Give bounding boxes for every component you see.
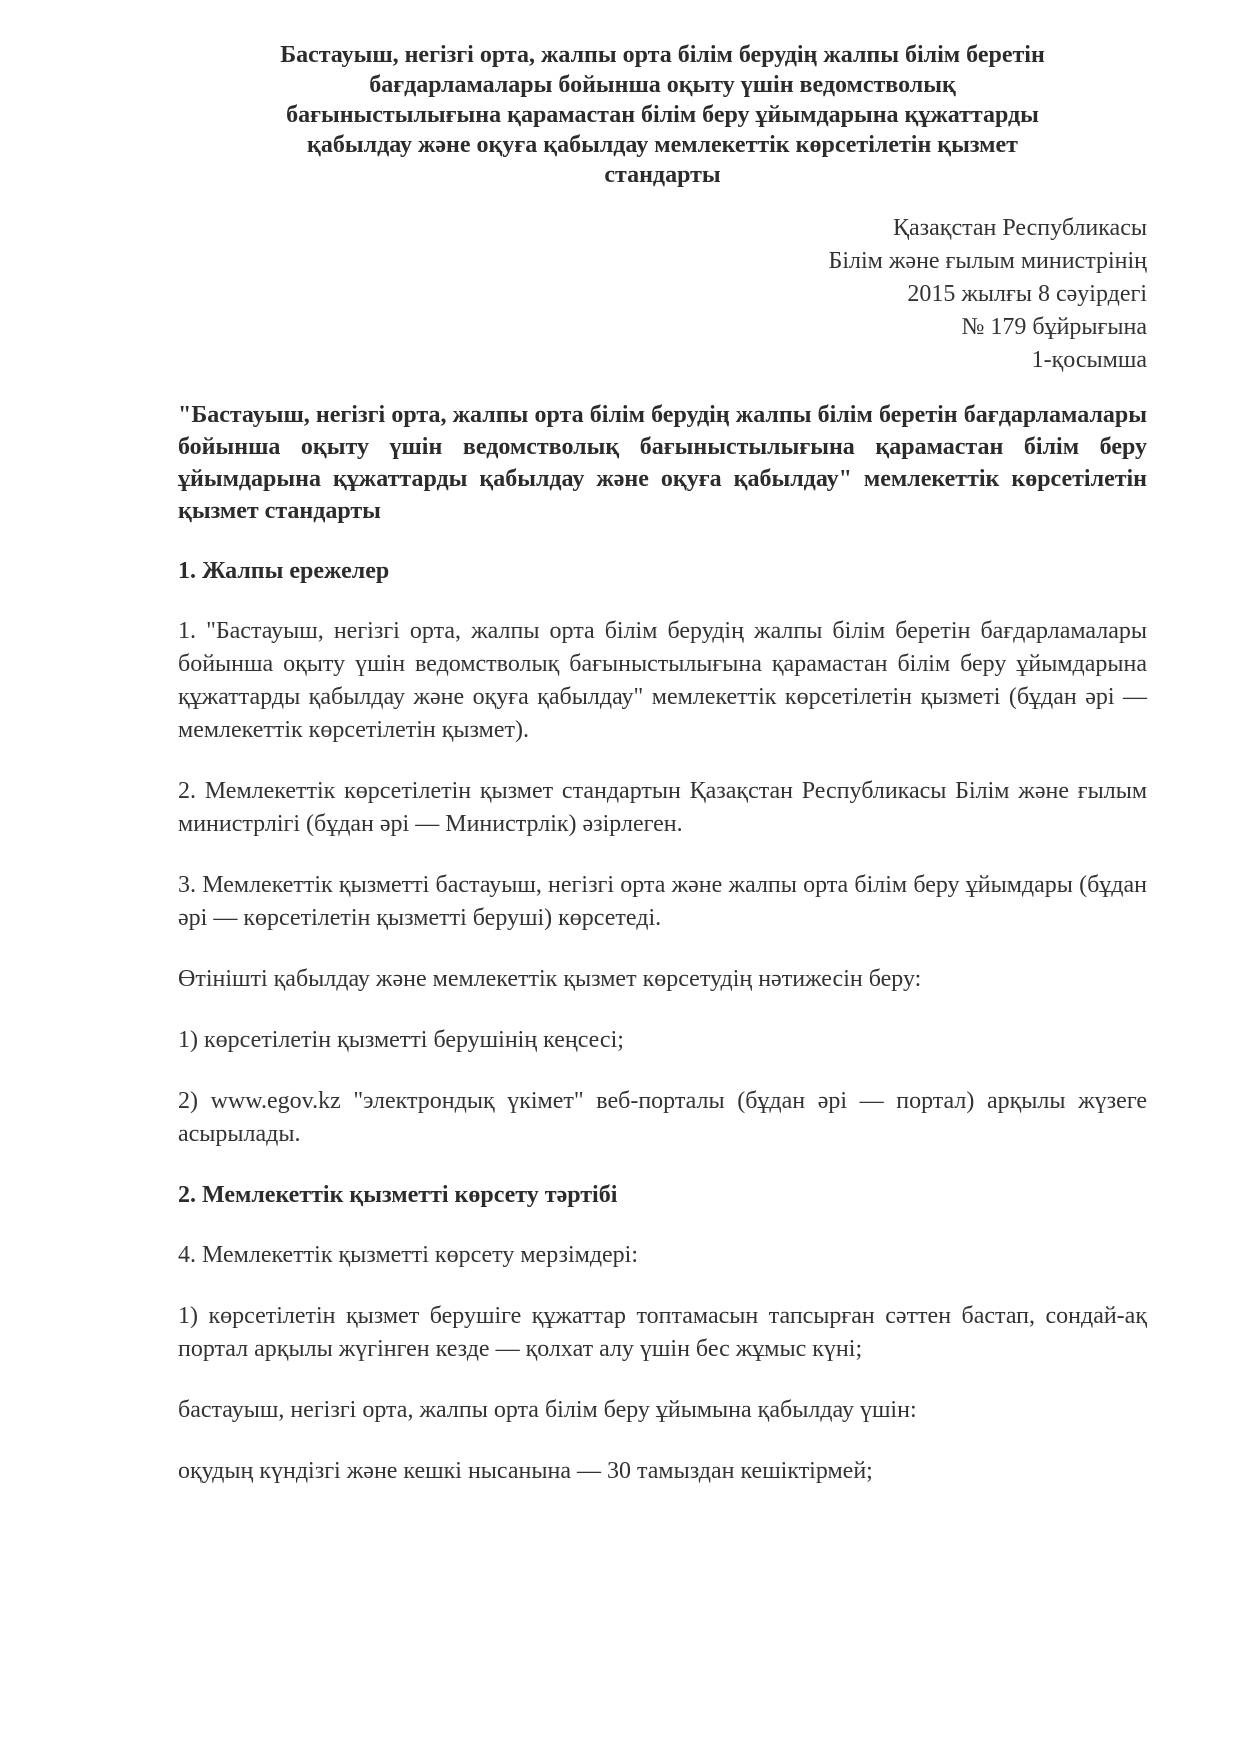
section-heading-general: 1. Жалпы ережелер bbox=[178, 558, 390, 584]
appendix-line: 2015 жылғы 8 сәуірдегі bbox=[907, 281, 1147, 307]
paragraph: 4. Мемлекеттік қызметті көрсету мерзімдері: bbox=[178, 1242, 639, 1268]
paragraph: 1. "Бастауыш, негізгі орта, жалпы орта білім берудің жалпы білім беретін бағдарламалары бойынша оқыту үшін ведомстволық бағыныстылығына қарамастан білім беру ұйымдарына құжаттарды қабылдау және оқуға қабылдау" мемлекеттік көрсетілетін қызметі (бұдан әрі — мемлекеттік көрсетілетін қызмет). bbox=[178, 618, 1147, 743]
section-heading-procedure: 2. Мемлекеттік қызметті көрсету тәртібі bbox=[178, 1182, 618, 1208]
title-line: бағдарламалары бойынша оқыту үшін ведомстволық bbox=[369, 72, 956, 98]
appendix-line: 1-қосымша bbox=[1031, 347, 1147, 373]
paragraph: оқудың күндізгі және кешкі нысанына — 30 тамыздан кешіктірмей; bbox=[178, 1458, 873, 1484]
appendix-line: Білім және ғылым министрінің bbox=[828, 248, 1147, 274]
title-line: бағыныстылығына қарамастан білім беру ұйымдарына құжаттарды bbox=[286, 102, 1039, 128]
list-item: 1) көрсетілетін қызмет берушіге құжаттар топтамасын тапсырған сәттен бастап, сондай-ақ портал арқылы жүгінген кезде — қолхат алу үшін бес жұмыс күні; bbox=[178, 1303, 1147, 1362]
title-line: қабылдау және оқуға қабылдау мемлекеттік көрсетілетін қызмет bbox=[307, 132, 1018, 158]
title-line: Бастауыш, негізгі орта, жалпы орта білім берудің жалпы білім беретін bbox=[280, 42, 1045, 68]
list-item: 1) көрсетілетін қызметті берушінің кеңсесі; bbox=[178, 1027, 624, 1053]
title-line: стандарты bbox=[604, 162, 721, 188]
appendix-reference bbox=[178, 212, 1147, 377]
paragraph: 3. Мемлекеттік қызметті бастауыш, негізгі орта және жалпы орта білім беру ұйымдары (бұдан әрі — көрсетілетін қызметті беруші) көрсетеді. bbox=[178, 872, 1147, 931]
paragraph: бастауыш, негізгі орта, жалпы орта білім беру ұйымына қабылдау үшін: bbox=[178, 1397, 917, 1423]
paragraph: 2. Мемлекеттік көрсетілетін қызмет стандартын Қазақстан Республикасы Білім және ғылым министрлігі (бұдан әрі — Министрлік) әзірлеген. bbox=[178, 778, 1147, 837]
list-item: 2) www.egov.kz "электрондық үкімет" веб-порталы (бұдан әрі — портал) арқылы жүзеге асырылады. bbox=[178, 1088, 1147, 1147]
document-title bbox=[178, 40, 1147, 190]
appendix-line: № 179 бұйрығына bbox=[961, 314, 1147, 340]
paragraph: Өтінішті қабылдау және мемлекеттік қызмет көрсетудің нәтижесін беру: bbox=[178, 966, 922, 992]
appendix-line: Қазақстан Республикасы bbox=[892, 215, 1147, 241]
standard-title: "Бастауыш, негізгі орта, жалпы орта білім берудің жалпы білім беретін бағдарламалары бойынша оқыту үшін ведомстволық бағыныстылығына қарамастан білім беру ұйымдарына құжаттарды қабылдау және оқуға қабылдау" мемлекеттік көрсетілетін қызмет стандарты bbox=[178, 402, 1147, 524]
